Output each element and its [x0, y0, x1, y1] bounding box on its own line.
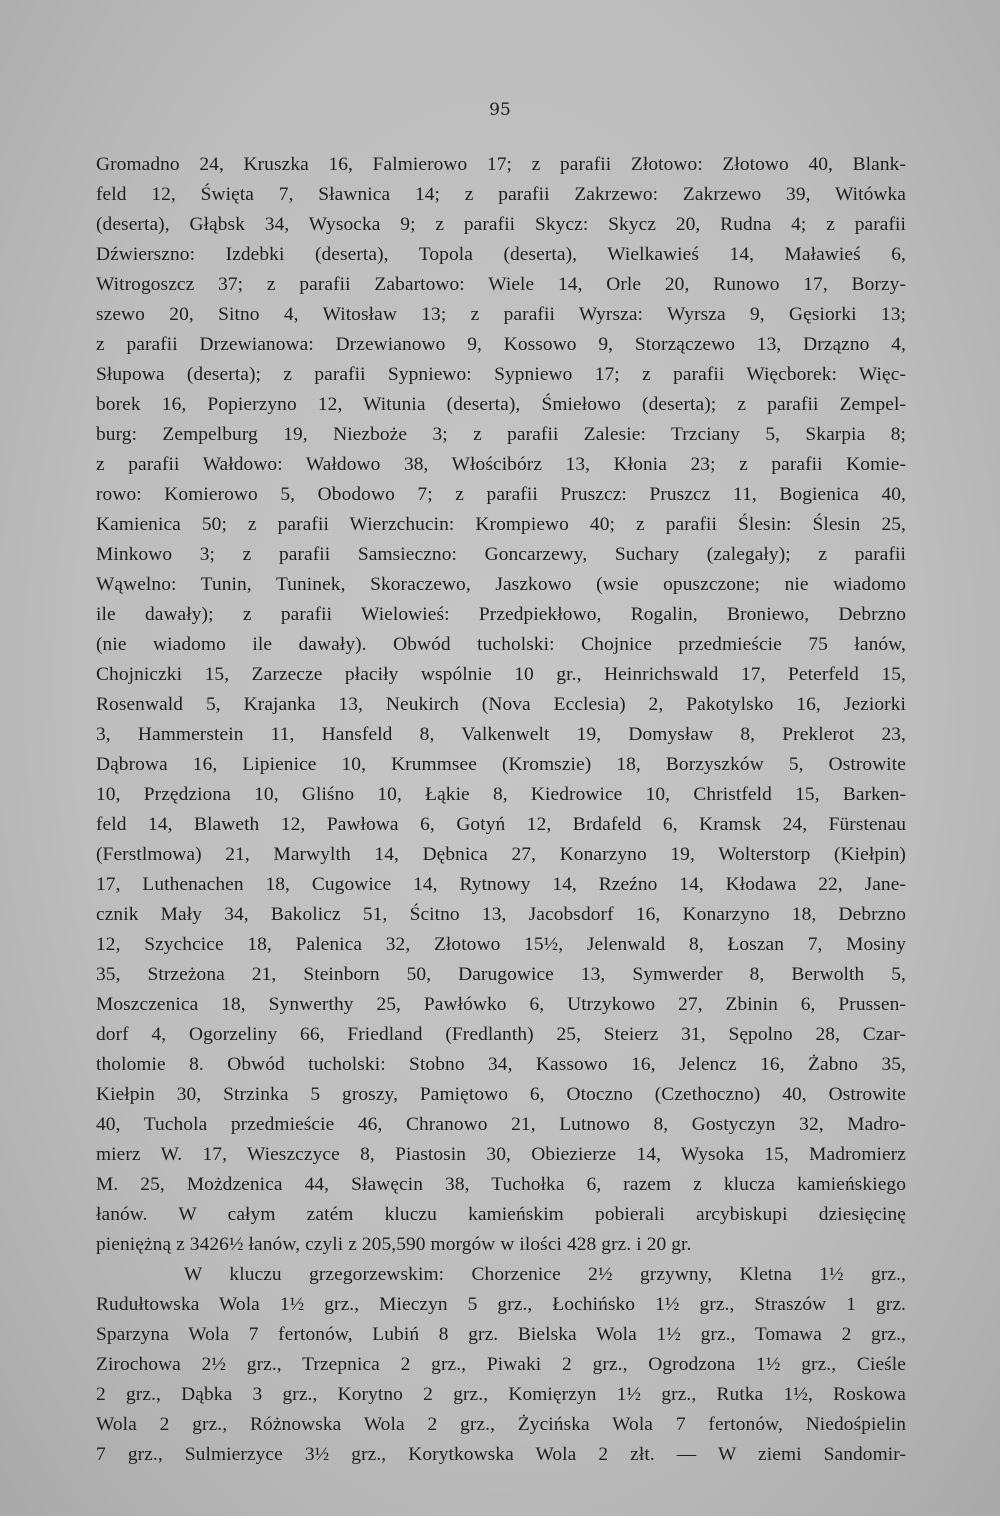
text-line: feld 14, Blaweth 12, Pawłowa 6, Gotyń 12, Brdafeld 6, Kramsk 24, Fürstenau [96, 814, 906, 835]
text-line: Wola 2 grz., Różnowska Wola 2 grz., Życińska Wola 7 fertonów, Niedośpielin [96, 1414, 906, 1435]
body-text [96, 150, 906, 1470]
text-line: Sparzyna Wola 7 fertonów, Lubiń 8 grz. Bielska Wola 1½ grz., Tomawa 2 grz., [96, 1324, 906, 1345]
text-line: 3, Hammerstein 11, Hansfeld 8, Valkenwelt 19, Domysław 8, Preklerot 23, [96, 724, 906, 745]
text-line: z parafii Drzewianowa: Drzewianowo 9, Kossowo 9, Storzączewo 13, Drzązno 4, [96, 334, 906, 355]
text-line: rowo: Komierowo 5, Obodowo 7; z parafii Pruszcz: Pruszcz 11, Bogienica 40, [96, 484, 906, 505]
text-line: Dźwierszno: Izdebki (deserta), Topola (deserta), Wielkawieś 14, Maławieś 6, [96, 244, 906, 265]
text-line: dorf 4, Ogorzeliny 66, Friedland (Fredlanth) 25, Steierz 31, Sępolno 28, Czar- [96, 1024, 906, 1045]
text-line: Chojniczki 15, Zarzecze płaciły wspólnie 10 gr., Heinrichswald 17, Peterfeld 15, [96, 664, 906, 685]
text-line: łanów. W całym zatém kluczu kamieńskim pobierali arcybiskupi dziesięcinę [96, 1204, 906, 1225]
text-line: borek 16, Popierzyno 12, Witunia (deserta), Śmiełowo (deserta); z parafii Zempel- [96, 394, 906, 415]
text-line: ile dawały); z parafii Wielowieś: Przedpiekłowo, Rogalin, Broniewo, Debrzno [96, 604, 906, 625]
text-line: Kamienica 50; z parafii Wierzchucin: Krompiewo 40; z parafii Ślesin: Ślesin 25, [96, 514, 906, 535]
text-line: (deserta), Głąbsk 34, Wysocka 9; z parafii Skycz: Skycz 20, Rudna 4; z parafii [96, 214, 906, 235]
text-line: Dąbrowa 16, Lipienice 10, Krummsee (Kromszie) 18, Borzyszków 5, Ostrowite [96, 754, 906, 775]
text-line: Rosenwald 5, Krajanka 13, Neukirch (Nova Ecclesia) 2, Pakotylsko 16, Jeziorki [96, 694, 906, 715]
text-line: szewo 20, Sitno 4, Witosław 13; z parafii Wyrsza: Wyrsza 9, Gęsiorki 13; [96, 304, 906, 325]
text-line: Witrogoszcz 37; z parafii Zabartowo: Wiele 14, Orle 20, Runowo 17, Borzy- [96, 274, 906, 295]
text-line: Słupowa (deserta); z parafii Sypniewo: Sypniewo 17; z parafii Więcborek: Więc- [96, 364, 906, 385]
text-line: 2 grz., Dąbka 3 grz., Korytno 2 grz., Komięrzyn 1½ grz., Rutka 1½, Roskowa [96, 1384, 906, 1405]
text-line: (Ferstlmowa) 21, Marwylth 14, Dębnica 27, Konarzyno 19, Wolterstorp (Kiełpin) [96, 844, 906, 865]
page-number: 95 [489, 100, 511, 120]
text-line: pieniężną z 3426½ łanów, czyli z 205,590 morgów w ilości 428 grz. i 20 gr. [96, 1234, 692, 1255]
text-line: M. 25, Możdzenica 44, Sławęcin 38, Tuchołka 6, razem z klucza kamieńskiego [96, 1174, 906, 1195]
text-line: W kluczu grzegorzewskim: Chorzenice 2½ grzywny, Kletna 1½ grz., [184, 1264, 906, 1285]
text-line: Kiełpin 30, Strzinka 5 groszy, Pamiętowo 6, Otoczno (Czethoczno) 40, Ostrowite [96, 1084, 906, 1105]
text-line: tholomie 8. Obwód tucholski: Stobno 34, Kassowo 16, Jelencz 16, Żabno 35, [96, 1054, 906, 1075]
text-line: Zirochowa 2½ grz., Trzepnica 2 grz., Piwaki 2 grz., Ogrodzona 1½ grz., Cieśle [96, 1354, 906, 1375]
text-line: cznik Mały 34, Bakolicz 51, Ścitno 13, Jacobsdorf 16, Konarzyno 18, Debrzno [96, 904, 906, 925]
text-line: feld 12, Święta 7, Sławnica 14; z parafii Zakrzewo: Zakrzewo 39, Witówka [96, 184, 906, 205]
text-line: 35, Strzeżona 21, Steinborn 50, Darugowice 13, Symwerder 8, Berwolth 5, [96, 964, 906, 985]
text-line: 10, Przędziona 10, Gliśno 10, Łąkie 8, Kiedrowice 10, Christfeld 15, Barken- [96, 784, 906, 805]
text-line: (nie wiadomo ile dawały). Obwód tucholski: Chojnice przedmieście 75 łanów, [96, 634, 906, 655]
text-line: Gromadno 24, Kruszka 16, Falmierowo 17; z parafii Złotowo: Złotowo 40, Blank- [96, 154, 906, 175]
text-line: Moszczenica 18, Synwerthy 25, Pawłówko 6, Utrzykowo 27, Zbinin 6, Prussen- [96, 994, 906, 1015]
text-line: Wąwelno: Tunin, Tuninek, Skoraczewo, Jaszkowo (wsie opuszczone; nie wiadomo [96, 574, 906, 595]
text-line: 7 grz., Sulmierzyce 3½ grz., Korytkowska Wola 2 złt. — W ziemi Sandomir- [96, 1444, 906, 1465]
text-line: Minkowo 3; z parafii Samsieczno: Goncarzewy, Suchary (zalegały); z parafii [96, 544, 906, 565]
text-line: z parafii Wałdowo: Wałdowo 38, Włościbórz 13, Kłonia 23; z parafii Komie- [96, 454, 906, 475]
text-line: 40, Tuchola przedmieście 46, Chranowo 21, Lutnowo 8, Gostyczyn 32, Madro- [96, 1114, 906, 1135]
text-line: Rudułtowska Wola 1½ grz., Mieczyn 5 grz., Łochińsko 1½ grz., Straszów 1 grz. [96, 1294, 906, 1315]
text-line: 17, Luthenachen 18, Cugowice 14, Rytnowy 14, Rzeźno 14, Kłodawa 22, Jane- [96, 874, 906, 895]
text-line: mierz W. 17, Wieszczyce 8, Piastosin 30, Obiezierze 14, Wysoka 15, Madromierz [96, 1144, 906, 1165]
text-line: 12, Szychcice 18, Palenica 32, Złotowo 15½, Jelenwald 8, Łoszan 7, Mosiny [96, 934, 906, 955]
text-line: burg: Zempelburg 19, Niezboże 3; z parafii Zalesie: Trzciany 5, Skarpia 8; [96, 424, 906, 445]
